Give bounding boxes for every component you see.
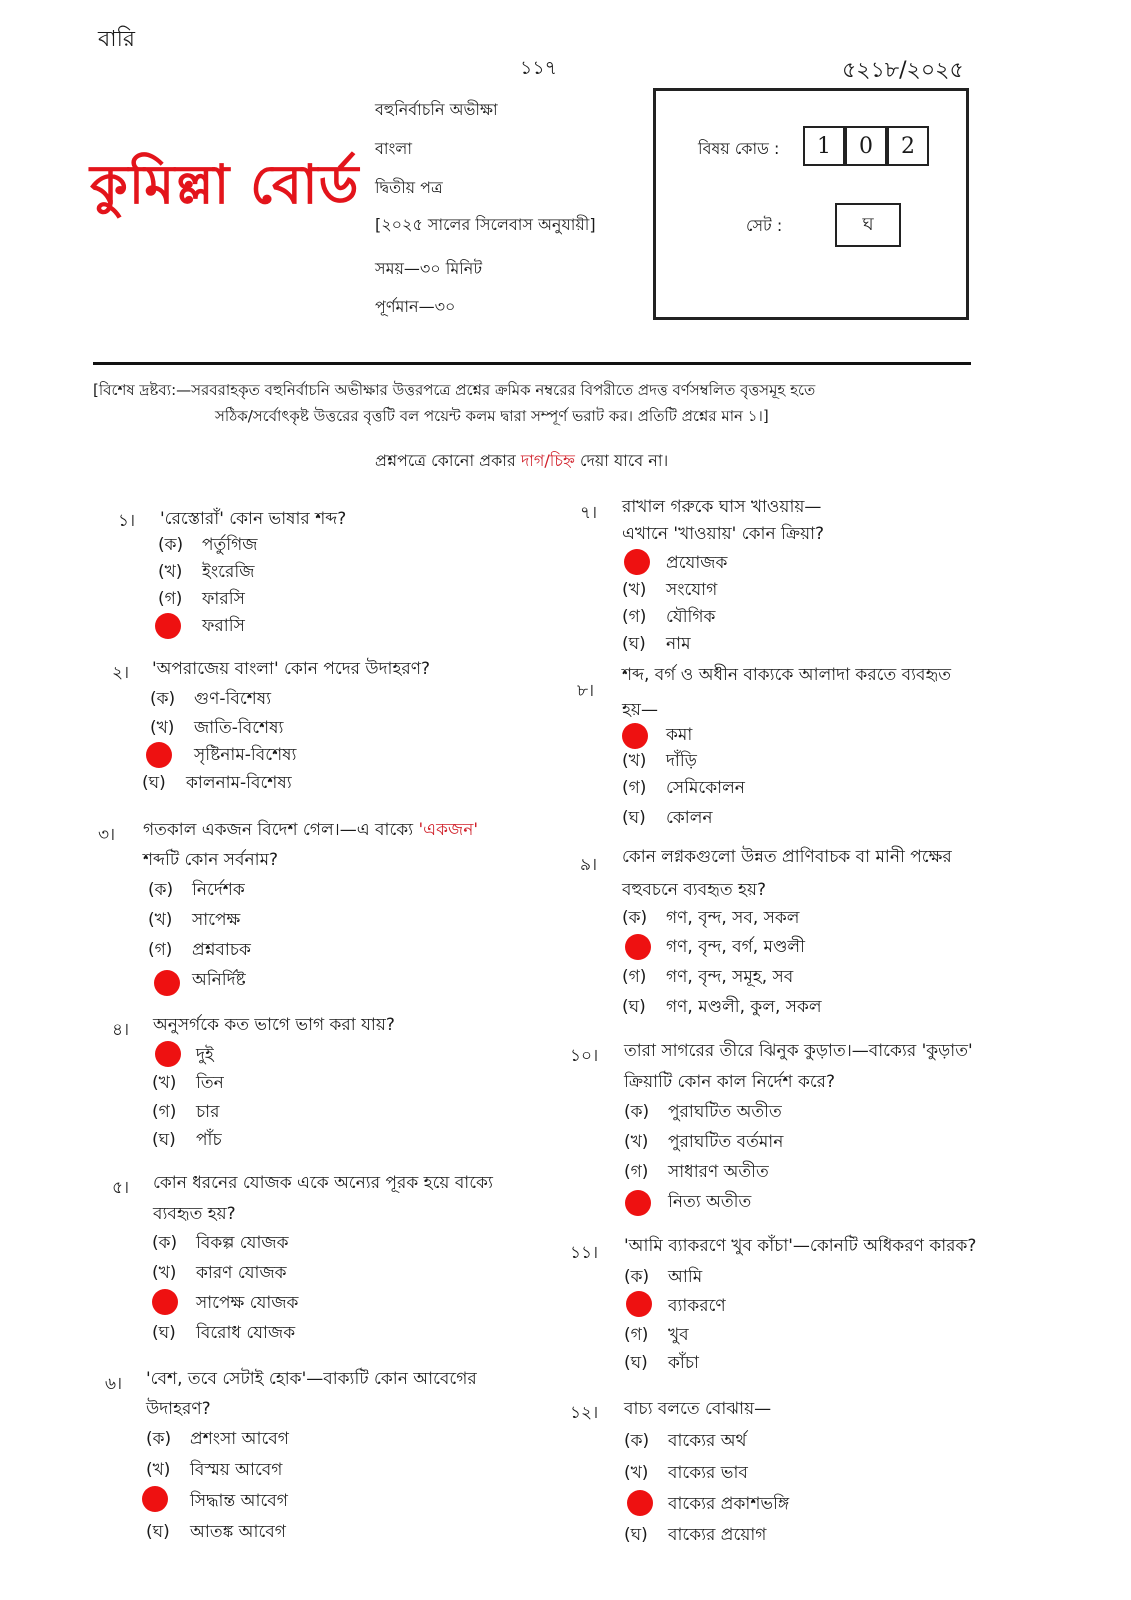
- full-marks: পূর্ণমান—৩০: [375, 297, 456, 316]
- paper-code: ৫২১৮/২০২৫: [842, 58, 964, 83]
- option[interactable]: (ঘ) কাঁচা: [624, 1353, 699, 1373]
- question-text: রাখাল গরুকে ঘাস খাওয়ায়—: [622, 497, 822, 517]
- question-number: ৪।: [112, 1020, 130, 1040]
- paper: দ্বিতীয় পত্র: [375, 178, 443, 197]
- question-text-2: ক্রিয়াটি কোন কাল নির্দেশ করে?: [624, 1072, 836, 1092]
- option[interactable]: (গ) খুব: [624, 1325, 689, 1345]
- answer-mark: [622, 723, 648, 749]
- option[interactable]: (ঘ) আতঙ্ক আবেগ: [146, 1522, 286, 1542]
- answer-mark: [154, 970, 180, 996]
- answer-mark: [625, 934, 651, 960]
- option[interactable]: (খ) দাঁড়ি: [622, 751, 697, 771]
- question-text: শব্দ, বর্গ ও অধীন বাক্যকে আলাদা করতে ব্যবহৃত: [622, 665, 951, 685]
- answer-mark: [155, 613, 181, 639]
- answer-mark: [624, 549, 650, 575]
- option[interactable]: (গ) সাধারণ অতীত: [624, 1162, 769, 1182]
- question-text-2: উদাহরণ?: [146, 1399, 211, 1419]
- question-number: ১২।: [570, 1403, 599, 1423]
- option[interactable]: (ক) গণ, বৃন্দ, সব, সকল: [622, 908, 800, 928]
- question-text-2: শব্দটি কোন সর্বনাম?: [143, 850, 279, 870]
- corner-text: বারি: [98, 27, 136, 52]
- question-text: গতকাল একজন বিদেশ গেল।—এ বাক্যে 'একজন': [143, 820, 479, 840]
- question-number: ৬।: [105, 1374, 123, 1394]
- set-label: সেট :: [746, 216, 783, 235]
- option[interactable]: (খ) বিস্ময় আবেগ: [146, 1460, 283, 1480]
- option[interactable]: (খ) ইংরেজি: [158, 562, 255, 582]
- option[interactable]: (ঘ) কোলন: [622, 808, 713, 828]
- answer-mark: [625, 1190, 651, 1216]
- question-text: অনুসর্গকে কত ভাগে ভাগ করা যায়?: [153, 1015, 395, 1035]
- question-text: কোন লগ্নকগুলো উন্নত প্রাণিবাচক বা মানী পক্ষের: [622, 847, 952, 867]
- answer-mark: [142, 1486, 168, 1512]
- question-number: ১১।: [570, 1243, 599, 1263]
- option[interactable]: (খ) সাপেক্ষ: [148, 910, 241, 930]
- subject-code-digit: 0: [845, 126, 887, 166]
- option[interactable]: (খ) কারণ যোজক: [152, 1263, 287, 1283]
- option[interactable]: (গ) ফারসি: [158, 589, 245, 609]
- option[interactable]: (গ) প্রশ্নবাচক: [148, 940, 251, 960]
- question-number: ২।: [112, 663, 130, 683]
- instruction-line-2: সঠিক/সর্বোৎকৃষ্ট উত্তরের বৃত্তটি বল পয়েন্ট কলম দ্বারা সম্পূর্ণ ভরাট কর। প্রতিটি প্রশ্নের মান ১।]: [215, 407, 769, 425]
- answer-mark: [626, 1291, 652, 1317]
- question-text: বাচ্য বলতে বোঝায়—: [624, 1399, 772, 1419]
- option[interactable]: (গ) সেমিকোলন: [622, 778, 745, 798]
- option[interactable]: (ক) প্রশংসা আবেগ: [146, 1429, 289, 1449]
- question-text: 'অপরাজেয় বাংলা' কোন পদের উদাহরণ?: [152, 659, 431, 679]
- option[interactable]: (ক) পর্তুগিজ: [158, 535, 258, 555]
- question-number: ৯।: [580, 855, 598, 875]
- set-value: ঘ: [835, 203, 901, 247]
- question-text: তারা সাগরের তীরে ঝিনুক কুড়াত।—বাক্যের 'কুড়াত': [624, 1041, 973, 1061]
- question-text-2: হয়—: [622, 700, 658, 720]
- option[interactable]: (খ) তিন: [152, 1073, 224, 1093]
- subject-code-digit: 1: [803, 126, 845, 166]
- question-number: ১।: [118, 511, 136, 531]
- answer-mark: [146, 742, 172, 768]
- option[interactable]: (গ) গণ, বৃন্দ, সমূহ, সব: [622, 967, 794, 987]
- answer-mark: [627, 1490, 653, 1516]
- syllabus: [২০২৫ সালের সিলেবাস অনুযায়ী]: [375, 215, 596, 234]
- subject-code-label: বিষয় কোড :: [698, 139, 780, 158]
- question-number: ১০।: [570, 1046, 599, 1066]
- option[interactable]: (ঘ) বিরোধ যোজক: [152, 1323, 296, 1343]
- question-text-2: ব্যবহৃত হয়?: [153, 1204, 236, 1224]
- question-text: কোন ধরনের যোজক একে অন্যের পূরক হয়ে বাক্যে: [153, 1173, 493, 1193]
- option[interactable]: (ঘ) গণ, মণ্ডলী, কুল, সকল: [622, 997, 822, 1017]
- subject-code: [803, 126, 929, 166]
- option[interactable]: (খ) পুরাঘটিত বর্তমান: [624, 1132, 784, 1152]
- option[interactable]: (খ) বাক্যের ভাব: [624, 1463, 748, 1483]
- option[interactable]: ব্যাকরণে: [668, 1296, 726, 1316]
- time: সময়—৩০ মিনিট: [375, 259, 483, 278]
- question-number: ৫।: [112, 1178, 130, 1198]
- option[interactable]: (ক) গুণ-বিশেষ্য: [150, 689, 272, 709]
- option[interactable]: (খ) সংযোগ: [622, 580, 718, 600]
- option[interactable]: (ঘ) পাঁচ: [152, 1130, 222, 1150]
- option[interactable]: কমা: [666, 725, 693, 745]
- question-number: ৭।: [580, 503, 598, 523]
- option[interactable]: দুই: [196, 1045, 214, 1065]
- board-name: কুমিল্লা বোর্ড: [90, 153, 360, 216]
- instruction-line-1: [বিশেষ দ্রষ্টব্য:—সরবরাহকৃত বহুনির্বাচনি অভীক্ষার উত্তরপত্রে প্রশ্নের ক্রমিক নম্বরের বিপরীতে প্রদত্ত বর্ণসম্বলিত বৃত্তসমূহ হতে: [93, 381, 816, 399]
- exam-type: বহুনির্বাচনি অভীক্ষা: [375, 100, 498, 119]
- option[interactable]: (গ) চার: [152, 1102, 220, 1122]
- answer-mark: [152, 1289, 178, 1315]
- option[interactable]: (ঘ) বাক্যের প্রয়োগ: [624, 1525, 767, 1545]
- option[interactable]: (ক) নির্দেশক: [148, 880, 245, 900]
- option[interactable]: ফরাসি: [202, 616, 245, 636]
- option[interactable]: বাক্যের প্রকাশভঙ্গি: [668, 1494, 790, 1514]
- option[interactable]: গণ, বৃন্দ, বর্গ, মণ্ডলী: [666, 937, 805, 957]
- question-number: ৮।: [577, 681, 595, 701]
- option[interactable]: সাপেক্ষ যোজক: [196, 1293, 299, 1313]
- question-text-2: বহুবচনে ব্যবহৃত হয়?: [622, 880, 767, 900]
- option[interactable]: (গ) যৌগিক: [622, 607, 716, 627]
- option[interactable]: (ক) আমি: [624, 1267, 703, 1287]
- option[interactable]: (ক) বিকল্প যোজক: [152, 1233, 289, 1253]
- question-text: 'রেস্তোরাঁ' কোন ভাষার শব্দ?: [160, 509, 347, 529]
- question-text-2: এখানে 'খাওয়ায়' কোন ক্রিয়া?: [622, 524, 825, 544]
- option[interactable]: (খ) জাতি-বিশেষ্য: [150, 718, 284, 738]
- warning: প্রশ্নপত্রে কোনো প্রকার দাগ/চিহ্ন দেয়া যাবে না।: [375, 451, 669, 470]
- option[interactable]: (ঘ) কালনাম-বিশেষ্য: [142, 773, 292, 793]
- answer-mark: [155, 1041, 181, 1067]
- subject: বাংলা: [375, 139, 412, 158]
- question-number: ৩।: [98, 825, 116, 845]
- option[interactable]: সিদ্ধান্ত আবেগ: [190, 1491, 288, 1511]
- page-number: ১১৭: [520, 57, 558, 79]
- question-text: 'আমি ব্যাকরণে খুব কাঁচা'—কোনটি অধিকরণ কারক?: [624, 1236, 977, 1256]
- option[interactable]: প্রযোজক: [666, 553, 728, 573]
- option[interactable]: (ঘ) নাম: [622, 634, 691, 654]
- option[interactable]: সৃষ্টিনাম-বিশেষ্য: [194, 745, 297, 765]
- option[interactable]: অনির্দিষ্ট: [192, 970, 246, 990]
- divider: [93, 362, 971, 365]
- option[interactable]: (ক) পুরাঘটিত অতীত: [624, 1102, 782, 1122]
- option[interactable]: (ক) বাক্যের অর্থ: [624, 1431, 747, 1451]
- warning-highlight: দাগ/চিহ্ন: [520, 451, 575, 470]
- subject-code-digit: 2: [887, 126, 929, 166]
- option[interactable]: নিত্য অতীত: [668, 1192, 752, 1212]
- question-text: 'বেশ, তবে সেটাই হোক'—বাক্যটি কোন আবেগের: [146, 1369, 477, 1389]
- code-box: [653, 88, 969, 320]
